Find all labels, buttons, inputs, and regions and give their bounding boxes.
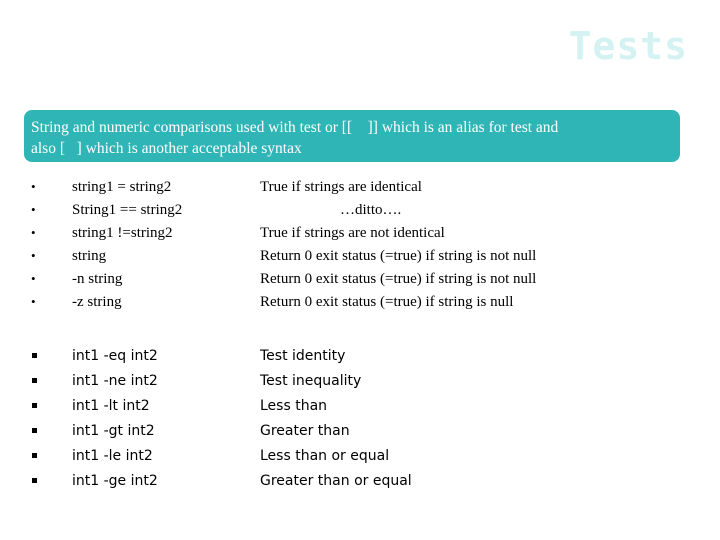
numeric-test-expr: int1 -ge int2: [72, 473, 158, 489]
string-test-row: [0, 176, 720, 198]
bullet-icon: •: [31, 225, 36, 240]
square-bullet-icon: [32, 428, 37, 433]
square-bullet-icon: [32, 403, 37, 408]
numeric-test-row: [0, 445, 720, 467]
string-test-expr: -z string: [72, 294, 122, 310]
numeric-test-row: [0, 370, 720, 392]
string-test-row: [0, 291, 720, 313]
numeric-test-meaning: Less than or equal: [260, 448, 390, 464]
slide-title: Tests: [568, 24, 688, 68]
bullet-icon: •: [31, 294, 36, 309]
square-bullet-icon: [32, 478, 37, 483]
banner-line-2: also [ ] which is another acceptable syntax: [31, 140, 302, 157]
numeric-test-row: [0, 470, 720, 492]
string-test-expr: -n string: [72, 271, 123, 287]
string-test-row: [0, 245, 720, 267]
numeric-test-meaning: Less than: [260, 398, 328, 414]
numeric-test-expr: int1 -gt int2: [72, 423, 155, 439]
string-test-meaning: True if strings are identical: [260, 179, 422, 195]
string-test-meaning: Return 0 exit status (=true) if string is not null: [260, 271, 537, 287]
numeric-test-expr: int1 -lt int2: [72, 398, 150, 414]
numeric-test-meaning: Test identity: [260, 348, 346, 364]
string-test-meaning: True if strings are not identical: [260, 225, 445, 241]
string-test-row: [0, 268, 720, 290]
intro-banner: [24, 110, 680, 162]
numeric-test-expr: int1 -ne int2: [72, 373, 158, 389]
string-test-row: [0, 199, 720, 221]
string-test-expr: string1 !=string2: [72, 225, 173, 241]
string-test-expr: string: [72, 248, 107, 264]
string-test-expr: String1 == string2: [72, 202, 183, 218]
bullet-icon: •: [31, 202, 36, 217]
banner-line-1: String and numeric comparisons used with test or [[ ]] which is an alias for test and: [31, 119, 559, 136]
square-bullet-icon: [32, 378, 37, 383]
numeric-test-expr: int1 -eq int2: [72, 348, 158, 364]
bullet-icon: •: [31, 248, 36, 263]
numeric-test-meaning: Test inequality: [260, 373, 362, 389]
bullet-icon: •: [31, 271, 36, 286]
string-test-meaning: Return 0 exit status (=true) if string is null: [260, 294, 514, 310]
string-test-meaning: Return 0 exit status (=true) if string is not null: [260, 248, 537, 264]
numeric-test-expr: int1 -le int2: [72, 448, 153, 464]
numeric-test-meaning: Greater than: [260, 423, 350, 439]
square-bullet-icon: [32, 453, 37, 458]
string-test-expr: string1 = string2: [72, 179, 172, 195]
square-bullet-icon: [32, 353, 37, 358]
numeric-test-row: [0, 395, 720, 417]
numeric-test-meaning: Greater than or equal: [260, 473, 412, 489]
bullet-icon: •: [31, 179, 36, 194]
string-test-meaning: …ditto….: [340, 202, 402, 218]
string-test-row: [0, 222, 720, 244]
numeric-test-row: [0, 420, 720, 442]
numeric-test-row: [0, 345, 720, 367]
